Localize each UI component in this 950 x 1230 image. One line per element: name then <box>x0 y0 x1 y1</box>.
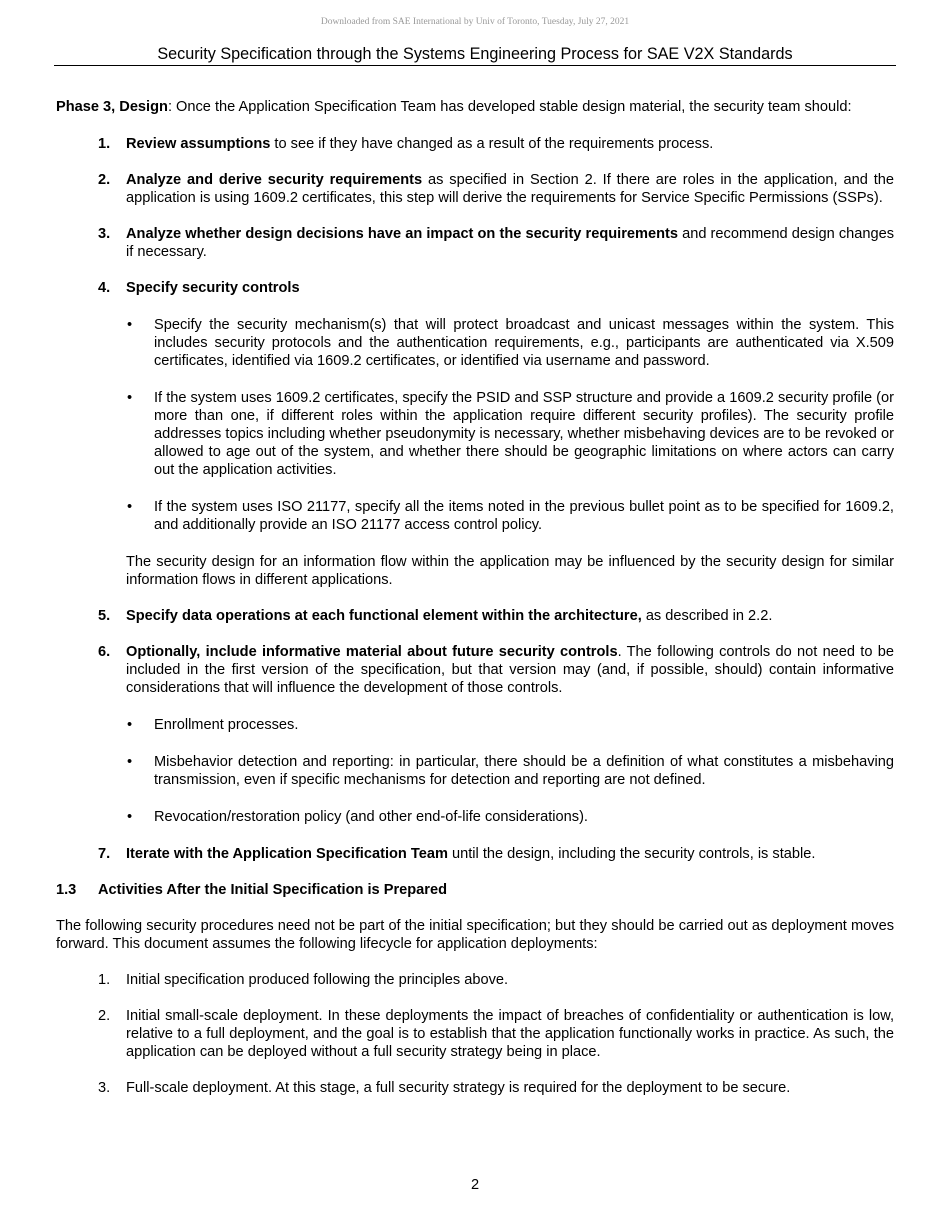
bullet-list <box>126 316 894 534</box>
step-bold: Analyze whether design decisions have an impact on the security requirements <box>126 226 678 242</box>
lifecycle-text: Full-scale deployment. At this stage, a full security strategy is required for the deployment to be secure. <box>126 1080 791 1096</box>
step-bold: Review assumptions <box>126 136 271 152</box>
bullet-text: Enrollment processes. <box>154 717 299 733</box>
bullet-glyph: • <box>127 717 133 733</box>
step-number: 7. <box>98 846 111 862</box>
lifecycle-number: 3. <box>98 1080 111 1096</box>
lifecycle-item <box>98 1079 894 1097</box>
step-bold: Specify data operations at each functional element within the architecture, <box>126 608 642 624</box>
section-number: 1.3 <box>56 882 77 898</box>
download-watermark: Downloaded from SAE International by Univ of Toronto, Tuesday, July 27, 2021 <box>320 17 630 27</box>
section-paragraph: The following security procedures need not be part of the initial specification; but they should be carried out as deployment moves forward. This document assumes the following lifecycle for application deployments: <box>56 918 894 952</box>
intro-bold: Phase 3, Design <box>56 99 168 115</box>
lifecycle-text: Initial small-scale deployment. In these deployments the impact of breaches of confidentiality or authentication is low, relative to a full deployment, and the goal is to establish that the application functionally works in practice. As such, the application can be deployed without a full security strategy being in place. <box>126 1008 894 1060</box>
step-number: 5. <box>98 608 111 624</box>
bullet-text: Misbehavior detection and reporting: in particular, there should be a definition of what constitutes a misbehaving transmission, even if specific mechanisms for detection and reporting are not defined. <box>154 754 894 788</box>
bullet-item <box>126 753 894 789</box>
step-item <box>98 845 894 863</box>
step-bold: Analyze and derive security requirements <box>126 172 423 188</box>
lifecycle-item <box>98 971 894 989</box>
lifecycle-text: Initial specification produced following the principles above. <box>126 972 509 988</box>
lifecycle-item <box>98 1007 894 1061</box>
step-text: and recommend design changes if necessary. <box>126 226 895 260</box>
step-bold: Optionally, include informative material about future security controls <box>126 644 618 660</box>
step-item <box>98 225 894 261</box>
bullet-glyph: • <box>127 390 133 406</box>
step-item <box>98 135 894 153</box>
bullet-text: If the system uses 1609.2 certificates, specify the PSID and SSP structure and provide a 1609.2 security profile (or more than one, if different roles within the application require different security profiles). The security profile addresses topics including whether pseudonymity is necessary, whether misbehaving devices are to be revoked or allowed to age out of the system, and whether there should be geographic limitations on where actors can carry out the application activities. <box>154 390 894 478</box>
running-header-title: Security Specification through the Systems Engineering Process for SAE V2X Standards <box>157 45 793 63</box>
step-text: . The following controls do not need to be included in the first version of the specification, but that version may (and, if possible, should) contain informative considerations that will influence the development of those controls. <box>126 644 894 696</box>
step-bold: Specify security controls <box>126 280 300 296</box>
step-item <box>98 607 894 625</box>
bullet-text: Revocation/restoration policy (and other end-of-life considerations). <box>154 809 588 825</box>
bullet-glyph: • <box>127 754 133 770</box>
step-item <box>98 171 894 207</box>
page-number: 2 <box>470 1177 480 1193</box>
step-number: 3. <box>98 226 111 242</box>
step-number: 6. <box>98 644 111 660</box>
bullet-item <box>126 389 894 479</box>
bullet-list <box>126 716 894 826</box>
lifecycle-number: 2. <box>98 1008 111 1024</box>
step-tail-paragraph: The security design for an information flow within the application may be influenced by the security design for similar information flows in different applications. <box>126 554 894 588</box>
header-rule <box>54 65 896 66</box>
step-text: as specified in Section 2. If there are roles in the application, and the application is using 1609.2 certificates, this step will derive the requirements for Service Specific Permissions (SSPs). <box>126 172 894 206</box>
bullet-text: Specify the security mechanism(s) that will protect broadcast and unicast messages within the system. This includes security protocols and the authentication requirements, e.g., participants are authenticated via X.509 certificates, identified via 1609.2 certificates, or identified via username and password. <box>154 317 894 369</box>
step-bold: Iterate with the Application Specification Team <box>126 846 448 862</box>
phase-3-intro <box>56 98 894 116</box>
step-number: 4. <box>98 280 111 296</box>
page-body <box>56 98 894 1115</box>
step-text: until the design, including the security controls, is stable. <box>447 846 816 862</box>
step-text: to see if they have changed as a result of the requirements process. <box>270 136 714 152</box>
step-number: 2. <box>98 172 111 188</box>
bullet-glyph: • <box>127 317 133 333</box>
step-item <box>98 279 894 589</box>
section-heading <box>56 881 894 899</box>
bullet-item <box>126 316 894 370</box>
intro-text: : Once the Application Specification Team has developed stable design material, the security team should: <box>167 99 852 115</box>
bullet-glyph: • <box>127 499 133 515</box>
lifecycle-number: 1. <box>98 972 111 988</box>
step-text: as described in 2.2. <box>641 608 773 624</box>
bullet-item <box>126 716 894 734</box>
step-number: 1. <box>98 136 111 152</box>
bullet-glyph: • <box>127 809 133 825</box>
bullet-item <box>126 808 894 826</box>
bullet-text: If the system uses ISO 21177, specify all the items noted in the previous bullet point as to be specified for 1609.2, and additionally provide an ISO 21177 access control policy. <box>154 499 894 533</box>
step-item <box>98 643 894 845</box>
bullet-item <box>126 498 894 534</box>
section-title: Activities After the Initial Specification is Prepared <box>98 882 447 898</box>
